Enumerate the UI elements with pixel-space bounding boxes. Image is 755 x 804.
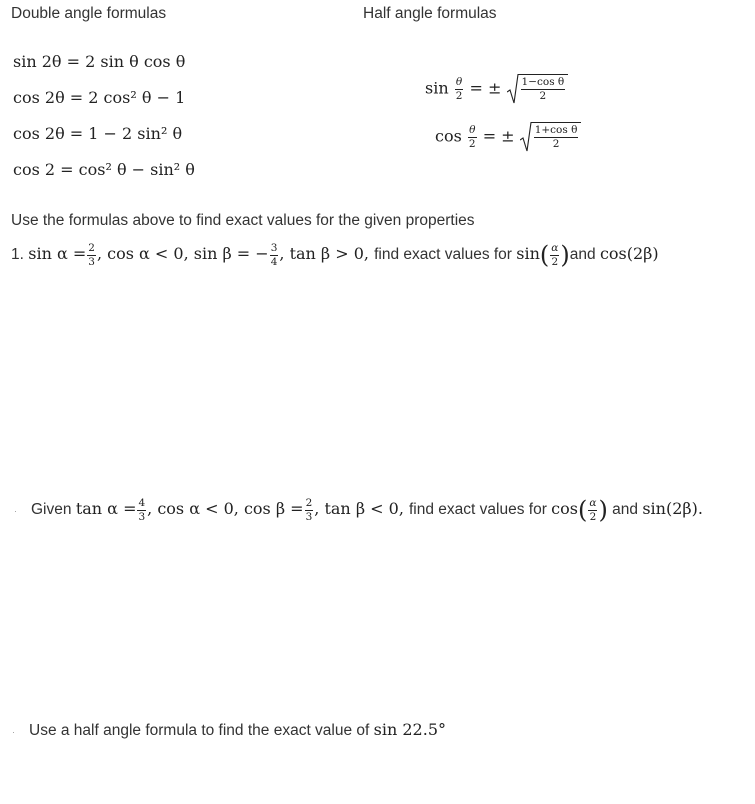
problem-1-target1-num: α (551, 242, 559, 254)
half-cos-arg-den: 2 (468, 137, 476, 150)
problem-2-target1-den: 2 (589, 510, 597, 523)
list-bullet-icon: · (12, 727, 15, 737)
problem-1-target1-fn: sin (516, 244, 540, 264)
problem-3-text: Use a half angle formula to find the exact value of (29, 722, 370, 739)
problem-2-tan-a: tan α = (75, 499, 137, 519)
list-bullet-icon: · (14, 506, 17, 517)
problem-2-and: and (612, 501, 639, 519)
half-sin-arg-num: θ (455, 76, 463, 88)
half-cos-rad-den: 2 (552, 137, 560, 150)
half-cos-arg-fraction (468, 125, 477, 149)
half-cos-radicand (534, 125, 579, 149)
half-sin-rad-den: 2 (539, 89, 547, 102)
half-cos-arg-num: θ (469, 124, 476, 136)
double-formula-2: cos 2θ = 2 cos² θ − 1 (13, 88, 186, 107)
half-formula-sin (425, 74, 568, 104)
half-sin-arg-fraction (455, 77, 464, 101)
problem-3-expr: sin 22.5° (373, 720, 446, 739)
half-cos-rad-num: 1+cos θ (534, 124, 578, 136)
half-sin-arg-den: 2 (455, 89, 463, 102)
half-sin-sqrt (507, 74, 569, 104)
problem-2-given: Given (31, 501, 72, 519)
problem-1-and: and (569, 246, 596, 264)
problem-1-cond2: , tan β > 0, (279, 244, 375, 264)
half-angle-heading: Half angle formulas (363, 5, 497, 22)
problem-1-sin-b-fraction (270, 243, 279, 267)
half-sin-rad-num: 1−cos θ (521, 76, 565, 88)
problem-2-target1-num: α (589, 497, 597, 509)
problem-2: · Given tan α = $\frac{4}{3}$ , cos α < 0, cos β = $\frac{2}{3}$ , tan β < 0, find exact values for cos( $\frac{\alpha}{2}$ ) and sin(2β). (14, 496, 703, 524)
problem-1-sin-a-num: 2 (88, 242, 95, 254)
problem-2-tan-a-num: 4 (138, 497, 146, 509)
problem-1-sin-a-fraction (87, 243, 96, 267)
problem-1-target1-fraction (550, 243, 559, 267)
radical-sign-icon (520, 122, 532, 152)
half-cos-pm: = ± (482, 126, 515, 146)
problem-2-cos-b-num: 2 (305, 497, 313, 509)
problem-1-target2: cos(2β) (599, 244, 659, 264)
double-formula-4: cos 2 = cos² θ − sin² θ (13, 160, 195, 179)
problem-1-find: find exact values for (374, 246, 512, 264)
half-formula-cos (435, 122, 581, 152)
problem-2-cond2: , tan β < 0, (314, 499, 409, 519)
problem-2-target1-fraction (588, 498, 597, 522)
problem-1-sin-a-den: 3 (88, 255, 95, 268)
half-cos-fn: cos (435, 126, 462, 146)
problem-2-tan-a-fraction (137, 498, 146, 522)
problem-1-number: 1. (11, 246, 24, 264)
problem-1-sin-b-den: 4 (270, 255, 278, 268)
problem-2-tan-a-den: 3 (138, 510, 146, 523)
problem-2-target1-fn: cos (551, 499, 578, 519)
double-formula-3: cos 2θ = 1 − 2 sin² θ (13, 124, 183, 143)
radical-sign-icon (507, 74, 519, 104)
problem-2-cond1: , cos α < 0, cos β = (147, 499, 304, 519)
half-sin-fn: sin (425, 78, 449, 98)
problem-2-cos-b-fraction (305, 498, 314, 522)
double-angle-heading: Double angle formulas (11, 5, 167, 22)
double-formula-1: sin 2θ = 2 sin θ cos θ (13, 52, 186, 71)
problem-2-find: find exact values for (409, 501, 547, 519)
problem-2-target2: sin(2β). (642, 499, 703, 519)
problem-3 (12, 720, 446, 740)
problem-2-cos-b-den: 3 (305, 510, 313, 523)
half-sin-radicand (521, 77, 566, 101)
problem-1-target1-den: 2 (551, 255, 559, 268)
problem-1: 1. sin α = $\frac{2}{3}$ , cos α < 0, sin β = − $\frac{3}{4}$ , tan β > 0, find exact values for sin( $\frac{\alpha}{2}$ )and cos(2β) (11, 241, 659, 269)
half-sin-pm: = ± (469, 78, 502, 98)
half-cos-sqrt (520, 122, 582, 152)
problem-1-sin-a: sin α = (28, 244, 87, 264)
problem-1-sin-b-num: 3 (270, 242, 278, 254)
problem-1-cond1: , cos α < 0, sin β = − (96, 244, 269, 264)
instruction-text: Use the formulas above to find exact values for the given properties (11, 212, 475, 229)
